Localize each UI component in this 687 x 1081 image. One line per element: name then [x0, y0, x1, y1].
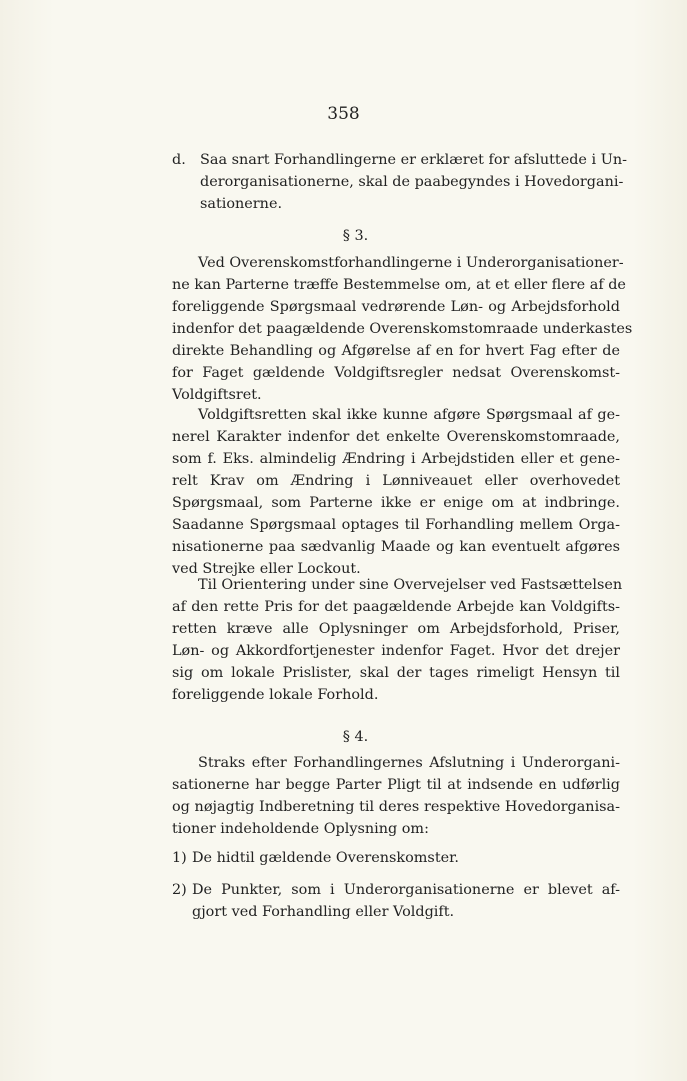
paragraph-line: Saadanne Spørgsmaal optages til Forhandling mellem Orga- [172, 517, 620, 533]
paragraph-line: og nøjagtig Indberetning til deres respektive Hovedorganisa- [172, 799, 620, 815]
section-4-paragraph-1 [172, 752, 620, 840]
paragraph-line: sig om lokale Prislister, skal der tages rimeligt Hensyn til [172, 665, 620, 681]
paragraph-line: Løn- og Akkordfortjenester indenfor Faget. Hvor det drejer [172, 643, 620, 659]
section-3-paragraph-2 [172, 404, 620, 580]
paragraph-line: ved Strejke eller Lockout. [172, 561, 361, 577]
section-3-paragraph-3 [172, 574, 623, 706]
paragraph-line: foreliggende Spørgsmaal vedrørende Løn- og Arbejdsforhold [172, 299, 620, 315]
paragraph-line: Voldgiftsretten skal ikke kunne afgøre Spørgsmaal af ge- [198, 407, 620, 423]
list-item-label: 1) [172, 850, 187, 866]
section-4-heading: § 4. [342, 729, 369, 745]
list-item-line: De hidtil gældende Overenskomster. [192, 850, 459, 866]
list-item-label: 2) [172, 882, 187, 898]
list-item-1 [172, 847, 620, 869]
paragraph-line: ne kan Parterne træffe Bestemmelse om, at et eller flere af de [172, 277, 626, 293]
paragraph-line: Voldgiftsret. [172, 387, 262, 403]
section-3-paragraph-1 [172, 252, 633, 406]
paragraph-line: nisationerne paa sædvanlig Maade og kan eventuelt afgøres [172, 539, 620, 555]
paragraph-line: Spørgsmaal, som Parterne ikke er enige om at indbringe. [172, 495, 620, 511]
paragraph-line: nerel Karakter indenfor det enkelte Overenskomstomraade, [172, 429, 620, 445]
list-item-line: De Punkter, som i Underorganisationerne er blevet af- [192, 882, 620, 898]
paragraph-line: indenfor det paagældende Overenskomstomraade underkastes [172, 321, 633, 337]
list-item-line: gjort ved Forhandling eller Voldgift. [192, 904, 455, 920]
paragraph-line: Straks efter Forhandlingernes Afslutning i Underorgani- [198, 755, 620, 771]
paragraph-line: Til Orientering under sine Overvejelser ved Fastsættelsen [198, 577, 623, 593]
item-d-line: derorganisationerne, skal de paabegyndes i Hovedorgani- [200, 174, 624, 190]
paragraph-line: foreliggende lokale Forhold. [172, 687, 379, 703]
paragraph-line: relt Krav om Ændring i Lønniveauet eller overhovedet [172, 473, 620, 489]
paragraph-line: af den rette Pris for det paagældende Arbejde kan Voldgifts- [172, 599, 620, 615]
paragraph-line: direkte Behandling og Afgørelse af en for hvert Fag efter de [172, 343, 620, 359]
paragraph-line: som f. Eks. almindelig Ændring i Arbejdstiden eller et gene- [172, 451, 620, 467]
paragraph-line: sationerne har begge Parter Pligt til at indsende en udførlig [172, 777, 620, 793]
page-number: 358 [327, 104, 360, 124]
item-d-line: Saa snart Forhandlingerne er erklæret for afsluttede i Un- [200, 152, 627, 168]
item-d [172, 149, 627, 215]
item-d-label: d. [172, 152, 186, 168]
list-item-2 [172, 879, 620, 923]
paragraph-line: retten kræve alle Oplysninger om Arbejdsforhold, Priser, [172, 621, 620, 637]
paragraph-line: tioner indeholdende Oplysning om: [172, 821, 429, 837]
paragraph-line: Ved Overenskomstforhandlingerne i Underorganisationer- [198, 255, 624, 271]
paragraph-line: for Faget gældende Voldgiftsregler nedsat Overenskomst- [172, 365, 620, 381]
section-3-heading: § 3. [342, 228, 369, 244]
item-d-line: sationerne. [200, 196, 283, 212]
